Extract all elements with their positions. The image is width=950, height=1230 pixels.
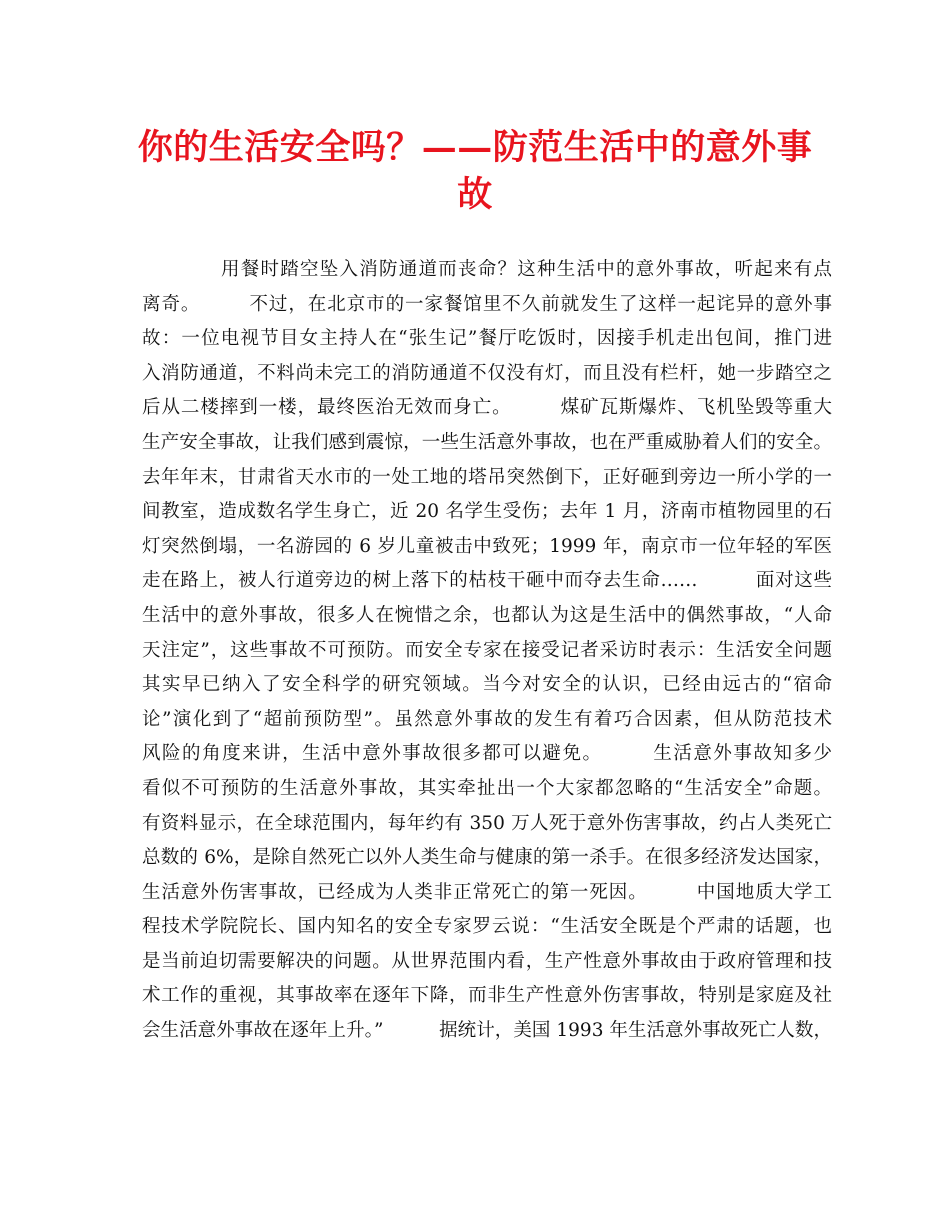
document-title xyxy=(120,124,830,218)
text-line: 走在路上，被人行道旁边的树上落下的枯枝干砸中而夺去生命…… 面对这些 xyxy=(142,570,832,592)
text-line: 生活意外伤害事故，已经成为人类非正常死亡的第一死因。 中国地质大学工 xyxy=(142,881,832,903)
text-line: 生活中的意外事故，很多人在惋惜之余，也都认为这是生活中的偶然事故，“人命 xyxy=(142,604,832,626)
text-line: 离奇。 不过，在北京市的一家餐馆里不久前就发生了这样一起诧异的意外事 xyxy=(142,293,832,315)
text-line: 其实早已纳入了安全科学的研究领域。当今对安全的认识，已经由远古的“宿命 xyxy=(142,674,832,696)
text-line: 故：一位电视节目女主持人在“张生记”餐厅吃饭时，因接手机走出包间，推门进 xyxy=(142,328,832,350)
text-line: 生产安全事故，让我们感到震惊，一些生活意外事故，也在严重威胁着人们的安全。 xyxy=(142,431,832,453)
text-line: 论”演化到了“超前预防型”。虽然意外事故的发生有着巧合因素，但从防范技术 xyxy=(142,708,832,730)
text-line: 灯突然倒塌，一名游园的 6 岁儿童被击中致死；1999 年，南京市一位年轻的军医 xyxy=(142,535,832,557)
text-line: 看似不可预防的生活意外事故，其实牵扯出一个大家都忽略的“生活安全”命题。 xyxy=(142,777,832,799)
text-line: 去年年末，甘肃省天水市的一处工地的塔吊突然倒下，正好砸到旁边一所小学的一 xyxy=(142,466,832,488)
title-line-2: 故 xyxy=(457,174,493,215)
title-line-1: 你的生活安全吗？——防范生活中的意外事 xyxy=(137,127,813,168)
text-line: 间教室，造成数名学生身亡，近 20 名学生受伤；去年 1 月，济南市植物园里的石 xyxy=(142,501,832,523)
text-line: 有资料显示，在全球范围内，每年约有 350 万人死于意外伤害事故，约占人类死亡 xyxy=(142,812,832,834)
article-body xyxy=(142,253,832,1049)
text-line: 程技术学院院长、国内知名的安全专家罗云说：“生活安全既是个严肃的话题，也 xyxy=(142,916,832,938)
text-line: 术工作的重视，其事故率在逐年下降，而非生产性意外伤害事故，特别是家庭及社 xyxy=(142,985,832,1007)
text-line: 总数的 6%，是除自然死亡以外人类生命与健康的第一杀手。在很多经济发达国家， xyxy=(142,847,832,869)
text-line: 是当前迫切需要解决的问题。从世界范围内看，生产性意外事故由于政府管理和技 xyxy=(142,950,832,972)
text-line: 后从二楼摔到一楼，最终医治无效而身亡。 煤矿瓦斯爆炸、飞机坠毁等重大 xyxy=(142,397,832,419)
text-line: 用餐时踏空坠入消防通道而丧命？这种生活中的意外事故，听起来有点 xyxy=(142,259,832,280)
text-line: 会生活意外事故在逐年上升。” 据统计，美国 1993 年生活意外事故死亡人数， xyxy=(142,1020,832,1042)
text-line: 天注定”，这些事故不可预防。而安全专家在接受记者采访时表示：生活安全问题 xyxy=(142,639,832,661)
text-line: 入消防通道，不料尚未完工的消防通道不仅没有灯，而且没有栏杆，她一步踏空之 xyxy=(142,362,832,384)
text-line: 风险的角度来讲，生活中意外事故很多都可以避免。 生活意外事故知多少 xyxy=(142,743,832,765)
